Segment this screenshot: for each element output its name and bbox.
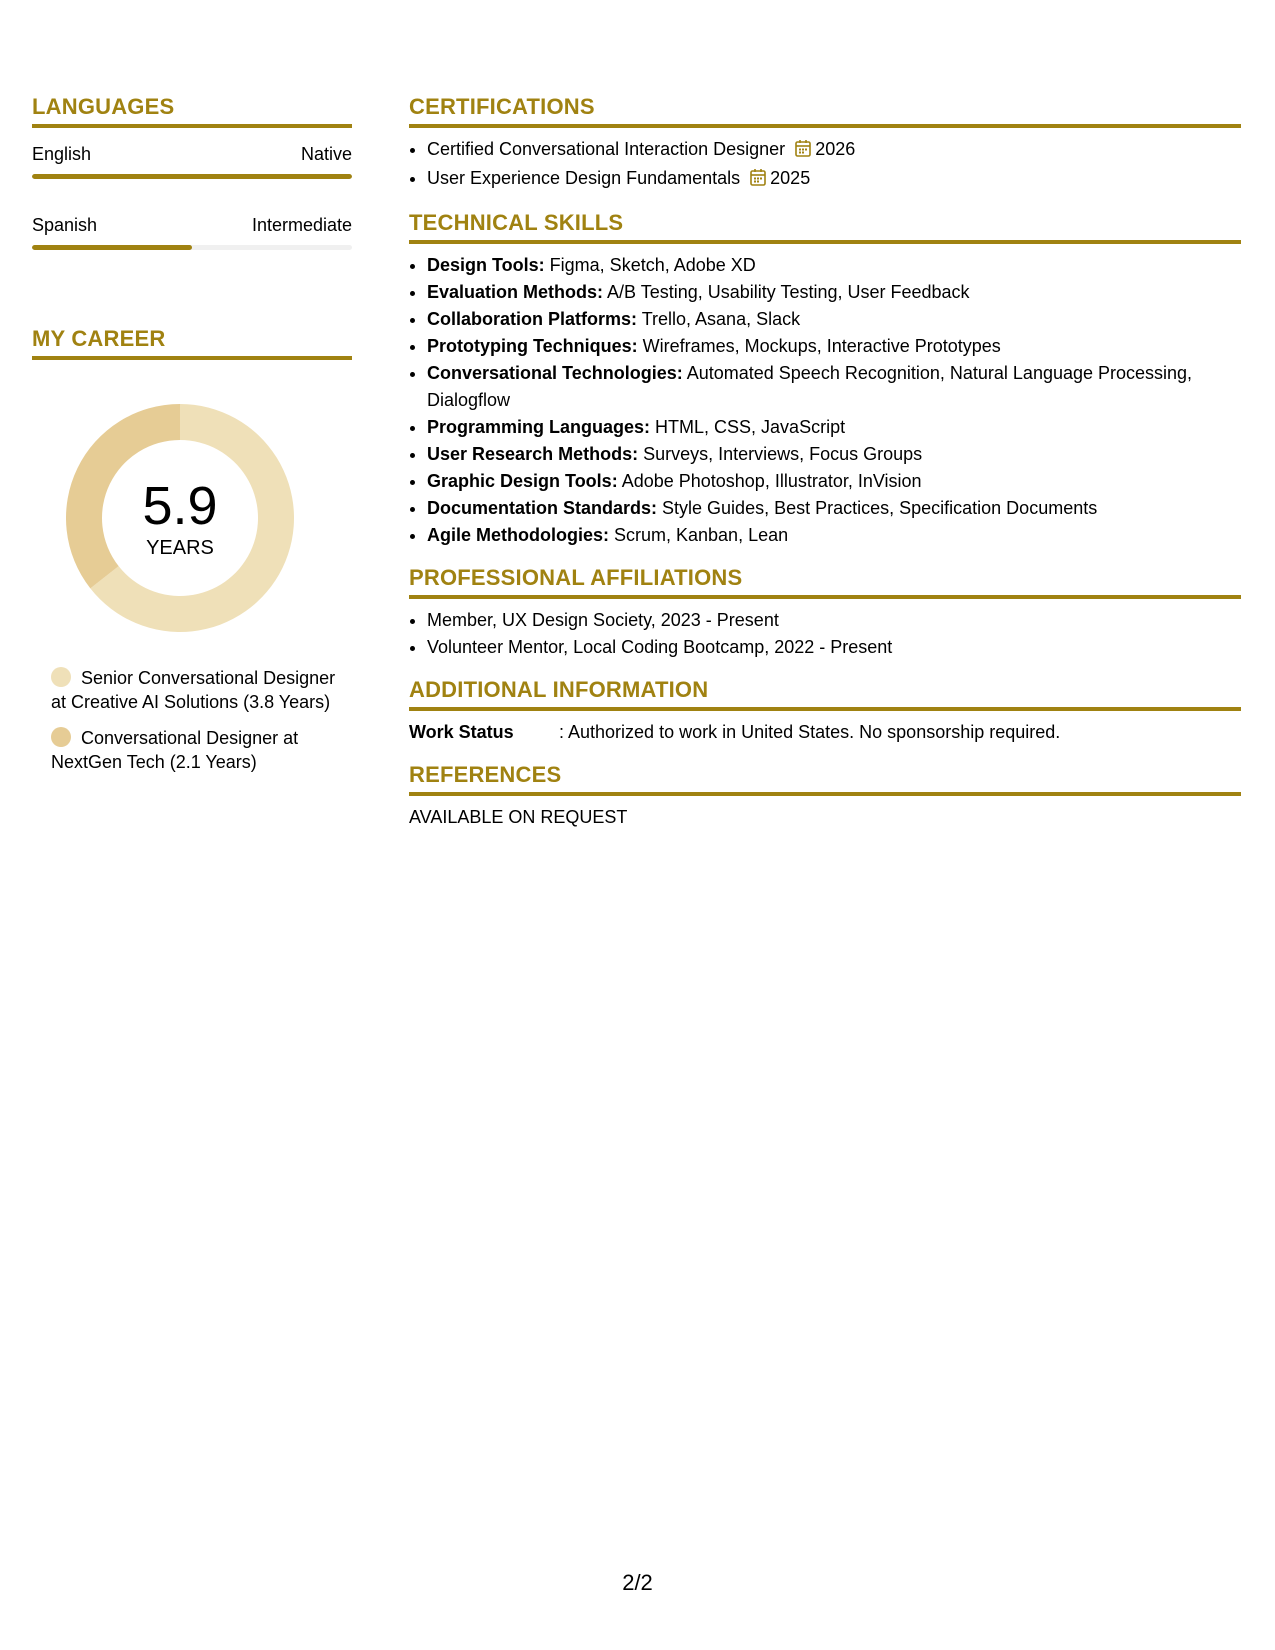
skill-item [427,414,1241,441]
language-spanish [32,213,352,250]
career-donut-chart [66,404,294,632]
skill-label: User Research Methods: [427,444,639,464]
career-total-years: 5.9 [142,476,218,536]
work-status-row [409,719,1241,746]
right-column [409,94,1241,831]
skill-item [427,279,1241,306]
work-status-label: Work Status [409,722,514,742]
skill-label: Programming Languages: [427,417,651,437]
calendar-icon [750,167,766,194]
skill-value: Figma, Sketch, Adobe XD [544,255,756,275]
skill-value: Surveys, Interviews, Focus Groups [638,444,923,464]
skill-item [427,252,1241,279]
career-legend-label: Senior Conversational Designer at Creative AI Solutions (3.8 Years) [51,668,336,712]
language-name: Spanish [32,215,98,235]
certifications-heading: CERTIFICATIONS [409,94,1241,128]
legend-dot-icon [51,727,71,747]
affiliation-item: • Volunteer Mentor, Local Coding Bootcamp, 2022 - Present [427,634,1241,661]
career-legend-item [51,726,341,774]
references-section [409,762,1241,831]
skill-item [427,306,1241,333]
language-bar [32,174,352,179]
certifications-list [409,136,1241,194]
skills-heading: TECHNICAL SKILLS [409,210,1241,244]
skill-value: HTML, CSS, JavaScript [650,417,846,437]
skill-item [427,468,1241,495]
skills-section [409,210,1241,549]
certifications-section [409,94,1241,194]
skill-value: Automated Speech Recognition, Natural Language Processing, Dialogflow [427,363,1193,410]
skill-value: Style Guides, Best Practices, Specification Documents [657,498,1098,518]
skill-item [427,360,1241,414]
left-column [32,94,352,786]
certification-item [427,165,1241,194]
skill-value: Scrum, Kanban, Lean [609,525,789,545]
career-legend-label: Conversational Designer at NextGen Tech (2.1 Years) [51,728,299,772]
page-number: 2/2 [622,1570,653,1595]
skills-list [409,252,1241,549]
references-heading: REFERENCES [409,762,1241,796]
language-level: Intermediate [251,215,352,235]
languages-heading: LANGUAGES [32,94,352,128]
skill-item [427,522,1241,549]
skill-item [427,441,1241,468]
skill-label: Agile Methodologies: [427,525,609,545]
skill-value: Adobe Photoshop, Illustrator, InVision [617,471,922,491]
affiliations-section [409,565,1241,661]
language-level: Native [300,144,352,164]
skill-item [427,333,1241,360]
skill-label: Documentation Standards: [427,498,658,518]
references-text: AVAILABLE ON REQUEST [409,807,628,827]
skill-label: Prototyping Techniques: [427,336,638,356]
skill-label: Conversational Technologies: [427,363,683,383]
work-status-value: : Authorized to work in United States. No sponsorship required. [559,722,1061,742]
additional-info-heading: ADDITIONAL INFORMATION [409,677,1241,711]
career-legend-item [51,666,341,714]
affiliation-item: • Member, UX Design Society, 2023 - Present [427,607,1241,634]
skill-item [427,495,1241,522]
calendar-icon [795,138,811,165]
additional-info-section [409,677,1241,746]
language-name: English [32,144,92,164]
language-bar-fill [32,245,192,250]
skill-label: Design Tools: [427,255,545,275]
language-english [32,142,352,179]
certification-name: Certified Conversational Interaction Designer [427,139,786,159]
skill-label: Evaluation Methods: [427,282,604,302]
affiliations-list [409,607,1241,661]
legend-dot-icon [51,667,71,687]
certification-year: 2026 [815,139,856,159]
affiliations-heading: PROFESSIONAL AFFILIATIONS [409,565,1241,599]
certification-year: 2025 [770,168,811,188]
skill-value: Trello, Asana, Slack [637,309,801,329]
language-bar [32,245,352,250]
career-legend [51,666,341,774]
certification-name: User Experience Design Fundamentals [427,168,741,188]
skill-value: A/B Testing, Usability Testing, User Feedback [603,282,970,302]
career-heading: MY CAREER [32,326,352,360]
career-years-unit: YEARS [146,537,214,559]
skill-value: Wireframes, Mockups, Interactive Prototypes [637,336,1001,356]
certification-item [427,136,1241,165]
skill-label: Collaboration Platforms: [427,309,638,329]
language-bar-fill [32,174,352,179]
skill-label: Graphic Design Tools: [427,471,618,491]
